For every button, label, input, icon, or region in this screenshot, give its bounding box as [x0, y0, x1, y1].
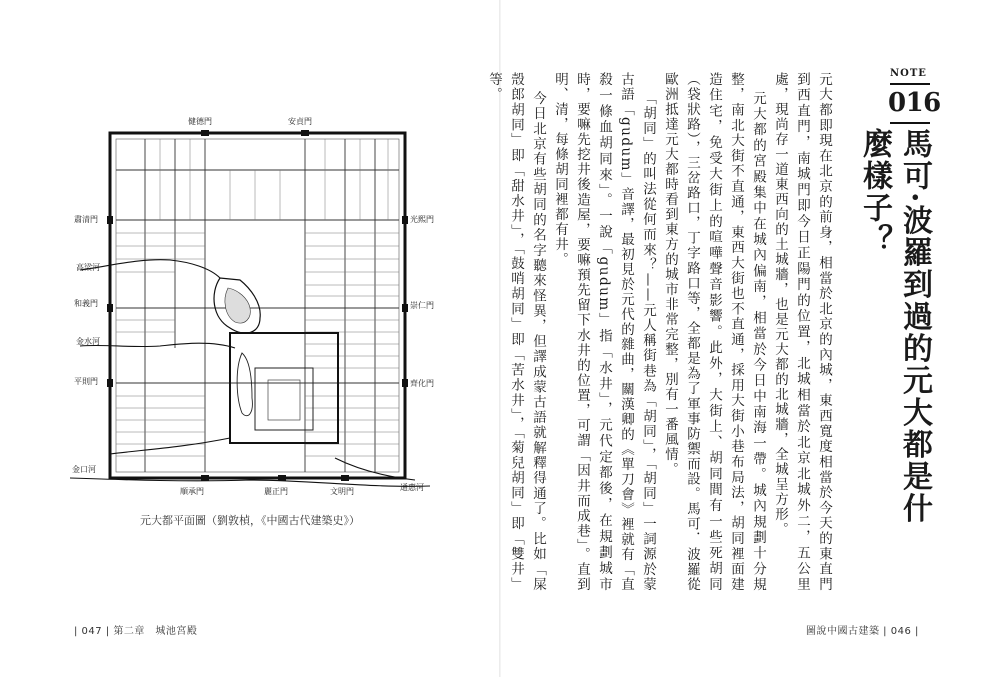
folio-left: | 047 | 第二章 城池宮殿 [74, 626, 198, 637]
paragraph-1: 元大都即現在北京的前身，相當於北京的內城，東西寬度相當於今天的東直門到西直門，南城門即今日正陽門的位置，北城相當於北京北城外二，五公里處，現尚存一道東西向的土城牆，也是元大都的北城牆，全城呈方形。 [772, 72, 832, 592]
map-caption: 元大都平面圖（劉敦楨，《中國古代建築史》） [140, 514, 360, 527]
gate-label-suqing: 肅清門 [74, 215, 98, 224]
gate-label-chongren: 崇仁門 [410, 301, 434, 310]
note-rule-bottom [890, 122, 930, 124]
gate-label-wenming: 文明門 [330, 487, 354, 496]
river-label-tonghui: 通惠河 [400, 483, 424, 492]
gate-label-shuncheng: 順承門 [180, 487, 204, 496]
note-title: 馬可·波羅到過的元大都是什麼樣子？ [857, 128, 932, 525]
river-label-jinshui: 金水河 [76, 337, 100, 346]
gate-label-qihua: 齊化門 [410, 379, 434, 388]
paragraph-3: 「胡同」的叫法從何而來？——元人稱街巷為「胡同」，「胡同」一詞源於蒙古語「gudum」音譯，最初見於元代的雜曲，關漢卿的《單刀會》裡就有「直殺一條血胡同來」。一說「gudum」指「水井」，元代定都後，在規劃城市時，要嘛先挖井後造屋，要嘛預先留下水井的位置，可謂「因井而成巷」。直到明、清，每條胡同裡都有井。 [552, 72, 656, 592]
paragraph-4: 今日北京有些胡同的名字聽來怪異，但譯成蒙古語就解釋得通了。比如「屎殼郎胡同」即「甜水井」，「鼓哨胡同」即「苦水井」，「菊兒胡同」即「雙井」等。 [486, 72, 546, 592]
gate-label-guangxi: 光熙門 [410, 215, 434, 224]
note-rule-top [890, 83, 930, 85]
article-body [486, 72, 835, 592]
note-label: NOTE [890, 68, 927, 79]
paragraph-2: 元大都的宮殿集中在城內偏南，相當於今日中南海一帶。城內規劃十分規整，南北大街不直通，東西大街也不直通，採用大街小巷布局法，胡同裡面建造住宅，免受大街上的喧嘩聲音影響。此外，大街上、胡同間有一些死胡同（袋狀路），三岔路口，丁字路口等，全都是為了軍事防禦而設。馬可．波羅從歐洲抵達元大都時看到東方的城市非常完整，別有一番風情。 [662, 72, 766, 592]
gate-label-pingze: 平則門 [74, 377, 98, 386]
city-plan-drawing [70, 108, 450, 503]
river-label-jinkou: 金口河 [72, 465, 96, 474]
river-label-gaoliang: 高梁河 [76, 263, 100, 272]
note-number: 016 [888, 88, 941, 118]
gate-label-jiande: 健德門 [188, 117, 212, 126]
gate-label-anzhen: 安貞門 [288, 117, 312, 126]
gate-label-heyi: 和義門 [74, 299, 98, 308]
folio-right: 圖說中國古建築 | 046 | [806, 626, 919, 637]
city-plan-map [70, 108, 450, 503]
gate-label-lizheng: 麗正門 [264, 487, 288, 496]
